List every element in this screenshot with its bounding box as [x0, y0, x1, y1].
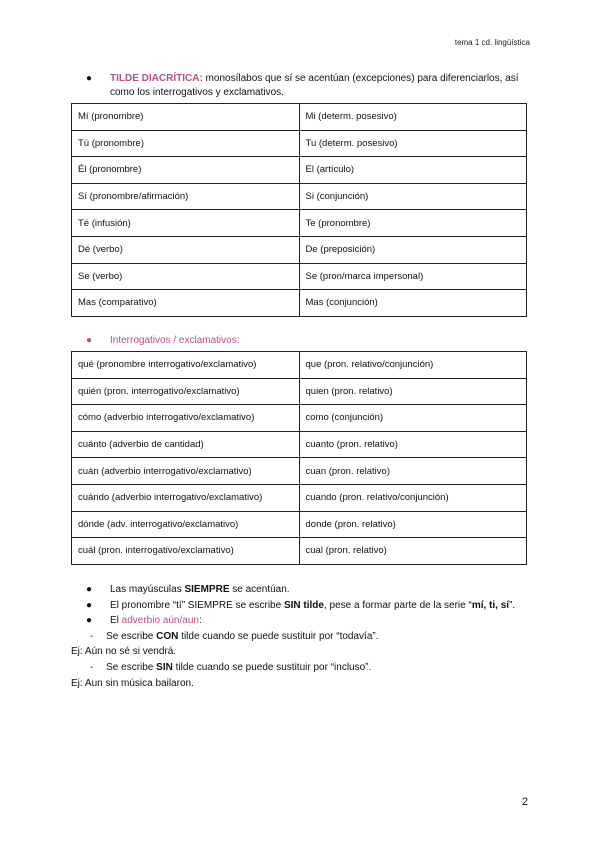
intro-text-2: como los interrogativos y exclamativos. [110, 87, 284, 98]
note-text: , pese a formar parte de la serie “ [323, 600, 472, 611]
bullet-icon: ● [86, 73, 93, 84]
note-text: : [198, 615, 202, 626]
example-1: Ej: Aún no sé si vendrá. [71, 646, 177, 657]
cell-unaccented: Te (pronombre) [299, 210, 527, 237]
note-text: El [110, 615, 122, 626]
table-row [72, 511, 527, 538]
cell-accented: cuánto (adverbio de cantidad) [72, 431, 300, 458]
example-2: Ej: Aun sin música bailaron. [71, 678, 194, 689]
cell-accented: Sí (pronombre/afirmación) [72, 183, 300, 210]
cell-accented: Mí (pronombre) [72, 104, 300, 131]
cell-unaccented: quien (pron. relativo) [299, 378, 527, 405]
cell-unaccented: cuan (pron. relativo) [299, 458, 527, 485]
dash-icon: - [90, 631, 94, 642]
bullet-icon: ● [86, 335, 93, 346]
table-row [72, 352, 527, 379]
cell-unaccented: Mas (conjunción) [299, 290, 527, 317]
table-row [72, 183, 527, 210]
cell-unaccented: como (conjunción) [299, 405, 527, 432]
intro-title: TILDE DIACRÍTICA: [110, 73, 203, 84]
cell-unaccented: Si (conjunción) [299, 183, 527, 210]
interrogatives-table [71, 351, 527, 565]
table-row [72, 236, 527, 263]
note-uppercase [88, 583, 290, 597]
dash-icon: - [90, 662, 94, 673]
cell-accented: cuál (pron. interrogativo/exclamativo) [72, 538, 300, 565]
table-row [72, 538, 527, 565]
table-row [72, 378, 527, 405]
note-text: El pronombre “tí” SIEMPRE se escribe [110, 600, 284, 611]
bullet-icon: ● [86, 600, 93, 611]
cell-unaccented: cuando (pron. relativo/conjunción) [299, 484, 527, 511]
cell-unaccented: cuanto (pron. relativo) [299, 431, 527, 458]
note-pink: adverbio aún/aun [121, 615, 199, 626]
note-series: mí, ti, sí [471, 600, 510, 611]
cell-accented: Se (verbo) [72, 263, 300, 290]
table-row [72, 290, 527, 317]
note-bold: CON [156, 631, 179, 642]
cell-unaccented: donde (pron. relativo) [299, 511, 527, 538]
cell-accented: dónde (adv. interrogativo/exclamativo) [72, 511, 300, 538]
note-text: tilde cuando se puede sustituir por “todavía”. [178, 631, 379, 642]
note-text: Se escribe [106, 631, 157, 642]
section2-heading [88, 334, 240, 348]
table-row [72, 157, 527, 184]
note-text: se acentúan. [229, 584, 290, 595]
note-text: tilde cuando se puede sustituir por “incluso”. [172, 662, 372, 673]
section2-title: Interrogativos / exclamativos: [110, 335, 240, 346]
cell-accented: Él (pronombre) [72, 157, 300, 184]
cell-unaccented: El (artículo) [299, 157, 527, 184]
cell-accented: Té (infusión) [72, 210, 300, 237]
note-text: ”. [509, 600, 516, 611]
table-row [72, 405, 527, 432]
rule-sin-tilde [90, 661, 371, 675]
rule-con-tilde [90, 630, 379, 644]
table-row [72, 104, 527, 131]
cell-unaccented: cual (pron. relativo) [299, 538, 527, 565]
cell-accented: Mas (comparativo) [72, 290, 300, 317]
table-row [72, 130, 527, 157]
note-bold: SIEMPRE [184, 584, 230, 595]
cell-unaccented: Tu (determ. posesivo) [299, 130, 527, 157]
bullet-icon: ● [86, 615, 93, 626]
diacritic-table [71, 103, 527, 317]
table-row [72, 458, 527, 485]
cell-accented: Dé (verbo) [72, 236, 300, 263]
cell-unaccented: Se (pron/marca impersonal) [299, 263, 527, 290]
cell-accented: cómo (adverbio interrogativo/exclamativo) [72, 405, 300, 432]
note-aun [88, 614, 202, 628]
page-number: 2 [521, 796, 528, 808]
table-row [72, 263, 527, 290]
note-text: Se escribe [106, 662, 157, 673]
bullet-icon: ● [86, 584, 93, 595]
page-header: tema 1 cd. lingüística [454, 38, 530, 47]
cell-unaccented: Mi (determ. posesivo) [299, 104, 527, 131]
note-ti [88, 599, 515, 613]
cell-accented: cuán (adverbio interrogativo/exclamativo) [72, 458, 300, 485]
note-bold: SIN tilde [283, 600, 324, 611]
cell-unaccented: que (pron. relativo/conjunción) [299, 352, 527, 379]
cell-accented: quién (pron. interrogativo/exclamativo) [72, 378, 300, 405]
cell-accented: cuándo (adverbio interrogativo/exclamativo) [72, 484, 300, 511]
note-bold: SIN [156, 662, 173, 673]
cell-unaccented: De (preposición) [299, 236, 527, 263]
table-row [72, 431, 527, 458]
cell-accented: qué (pronombre interrogativo/exclamativo) [72, 352, 300, 379]
note-text: Las mayúsculas [110, 584, 185, 595]
cell-accented: Tú (pronombre) [72, 130, 300, 157]
table-row [72, 484, 527, 511]
intro-text-1: monosílabos que sí se acentúan (excepciones) para diferenciarlos, así [202, 73, 519, 84]
table-row [72, 210, 527, 237]
intro-paragraph [88, 72, 519, 100]
